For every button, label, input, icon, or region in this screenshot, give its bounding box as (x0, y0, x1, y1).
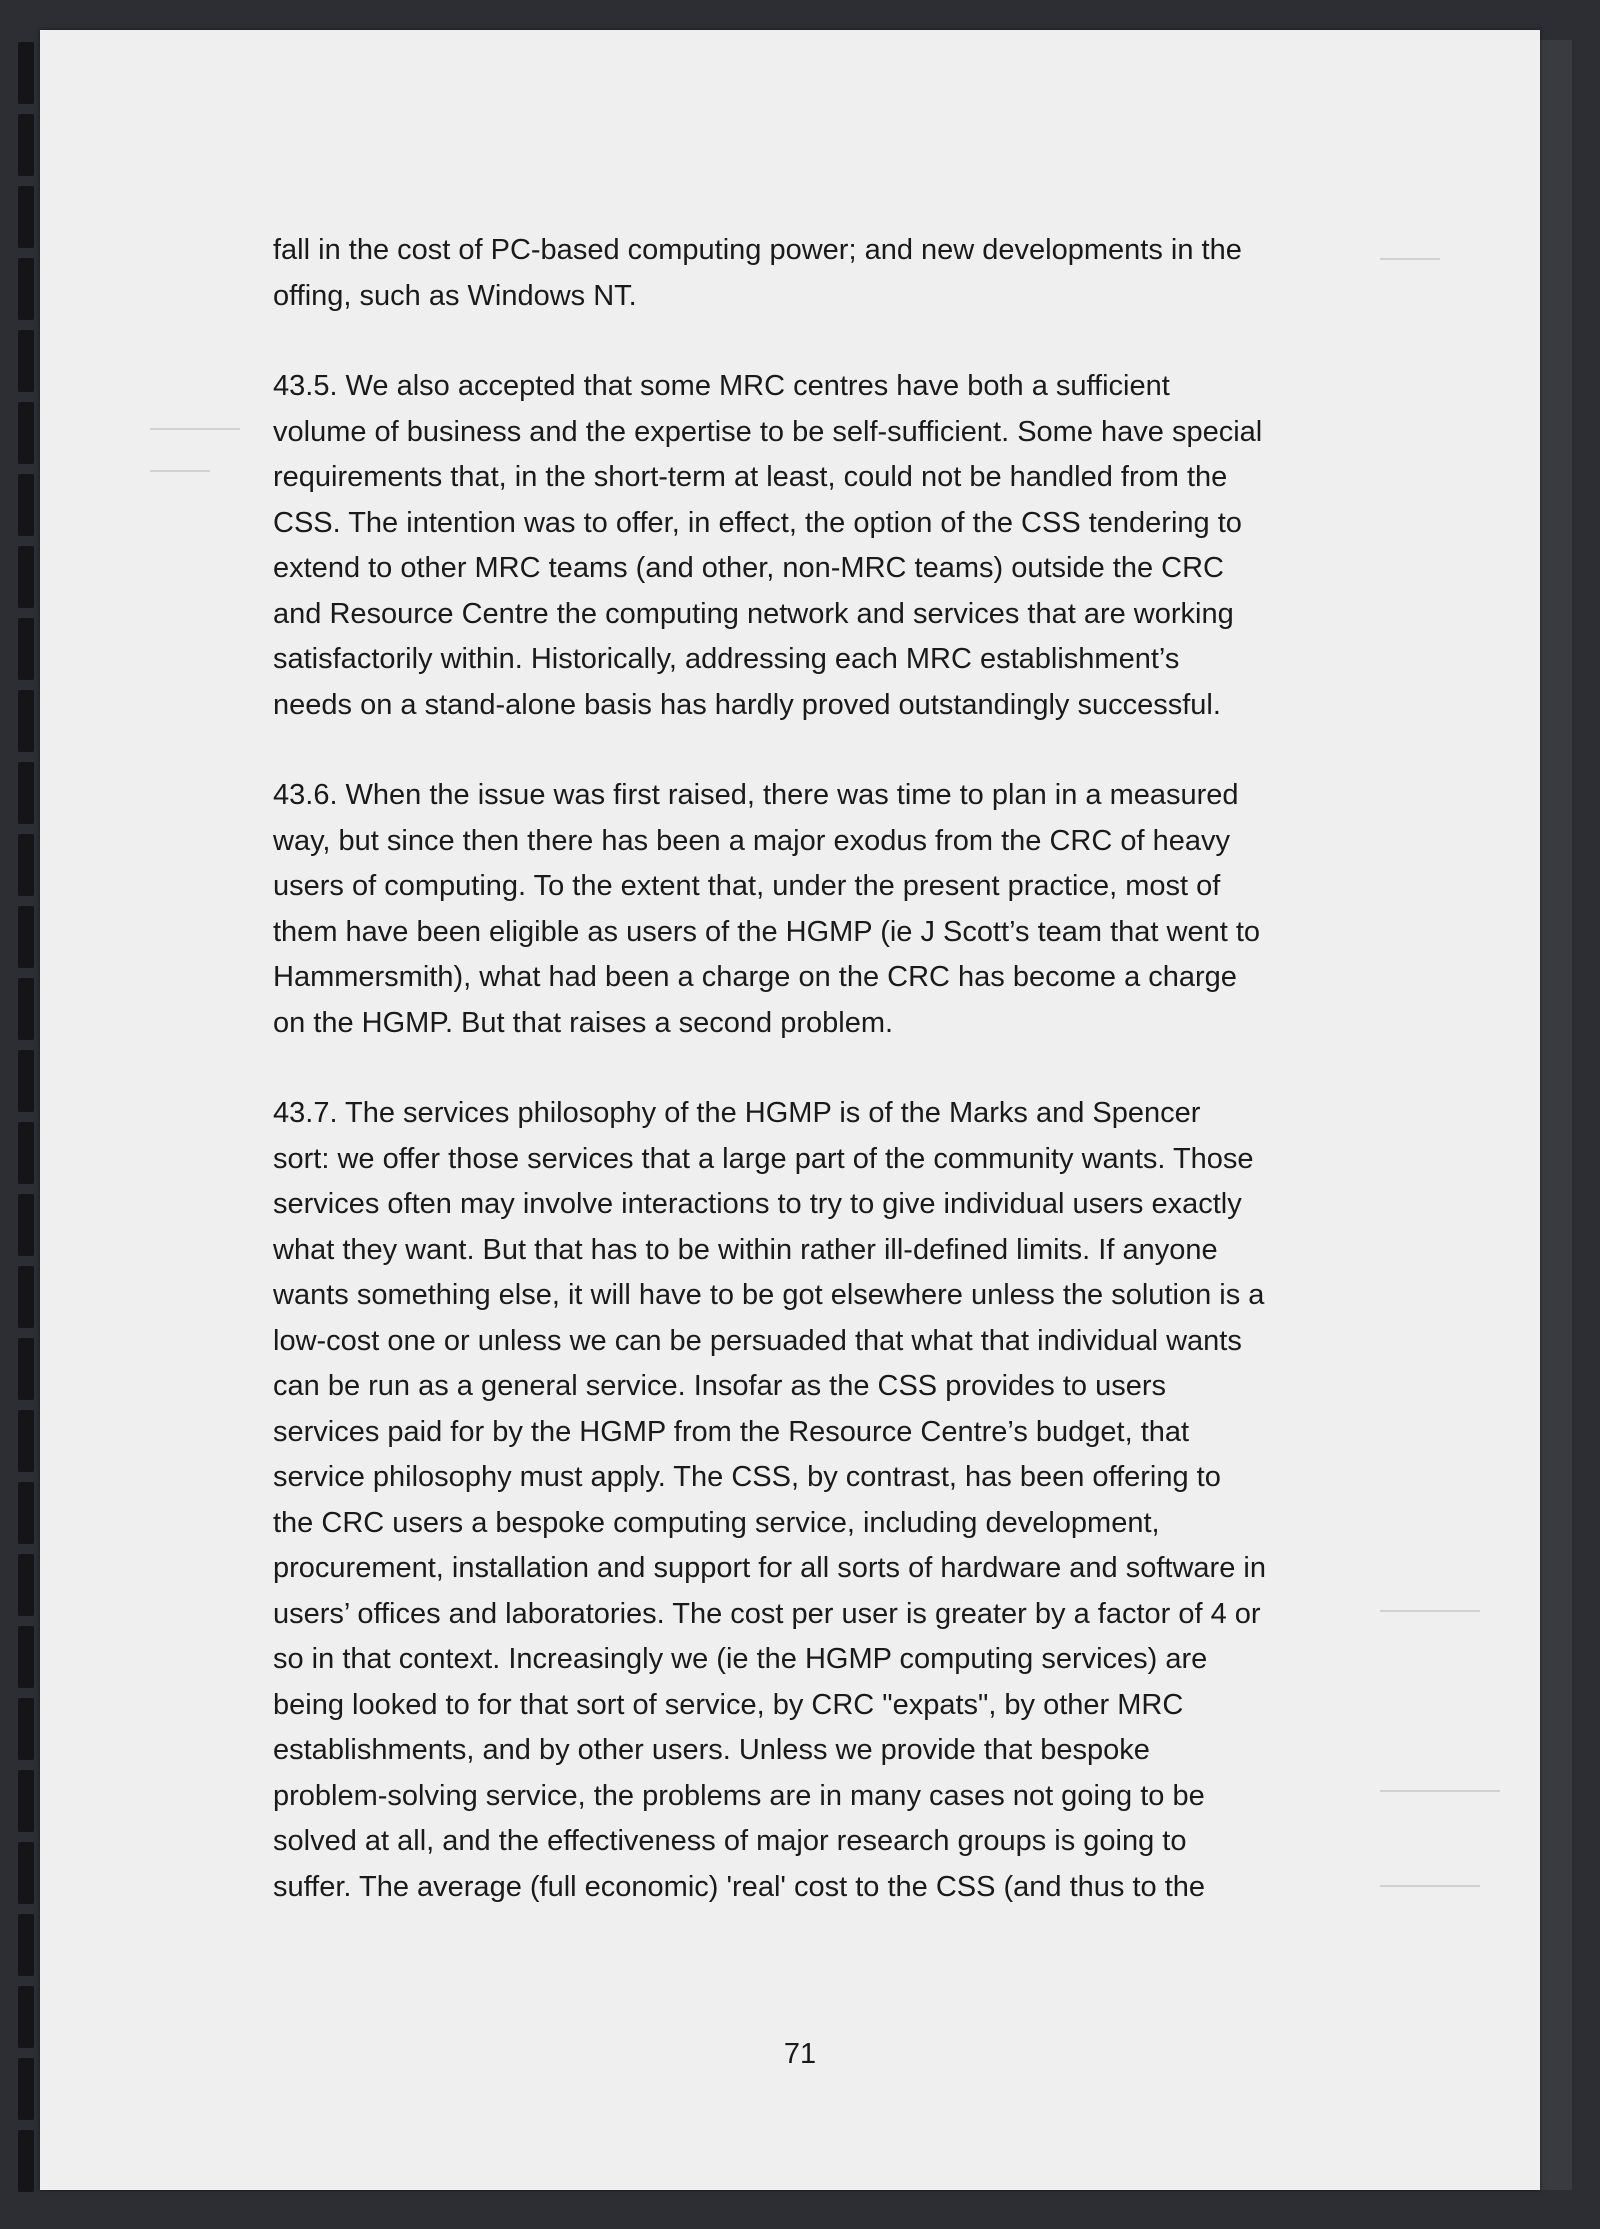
binding-holes (14, 30, 54, 2190)
binding-hole (18, 618, 34, 680)
binding-hole (18, 402, 34, 464)
binding-hole (18, 1050, 34, 1112)
binding-hole (18, 1338, 34, 1400)
binding-hole (18, 1410, 34, 1472)
binding-hole (18, 1194, 34, 1256)
paragraph-continuation: fall in the cost of PC-based computing power; and new developments in the offing, such as Windows NT. (273, 234, 1242, 312)
binding-hole (18, 1770, 34, 1832)
paragraph-43-5: 43.5. We also accepted that some MRC centres have both a sufficient volume of business and the expertise to be self-sufficient. Some have special requirements that, in the short-term at least, could not be handled from the CSS. The intention was to offer, in effect, the option of the CSS tendering to extend to other MRC teams (and other, non-MRC teams) outside the CRC and Resource Centre the computing network and services that are working satisfactorily within. Historically, addressing each MRC establishment’s needs on a stand-alone basis has hardly proved outstandingly successful. (273, 370, 1263, 721)
binding-hole (18, 1698, 34, 1760)
binding-hole (18, 1266, 34, 1328)
binding-hole (18, 546, 34, 608)
binding-hole (18, 906, 34, 968)
bleed-through-mark (1380, 1790, 1500, 1792)
paragraph-43-7: 43.7. The services philosophy of the HGMP is of the Marks and Spencer sort: we offer those services that a large part of the community wants. Those services often may involve interactions to try to give individual users exactly what they want. But that has to be within rather ill-defined limits. If anyone wants something else, it will have to be got elsewhere unless the solution is a low-cost one or unless we can be persuaded that what that individual wants can be run as a general service. Insofar as the CSS provides to users services paid for by the HGMP from the Resource Centre’s budget, that service philosophy must apply. The CSS, by contrast, has been offering to the CRC users a bespoke computing service, including development, procurement, installation and support for all sorts of hardware and software in users’ offices and laboratories. The cost per user is greater by a factor of 4 or so in that context. Increasingly we (ie the HGMP computing services) are being looked to for that sort of service, by CRC "expats", by other MRC establishments, and by other users. Unless we provide that bespoke problem-solving service, the problems are in many cases not going to be solved at all, and the effectiveness of major research groups is going to suffer. The average (full economic) 'real' cost to the CSS (and thus to the (273, 1097, 1266, 1903)
body-text (273, 228, 1353, 1955)
paragraph-43-6: 43.6. When the issue was first raised, there was time to plan in a measured way, but since then there has been a major exodus from the CRC of heavy users of computing. To the extent that, under the present practice, most of them have been eligible as users of the HGMP (ie J Scott’s team that went to Hammersmith), what had been a charge on the CRC has become a charge on the HGMP. But that raises a second problem. (273, 779, 1261, 1039)
binding-hole (18, 186, 34, 248)
binding-hole (18, 1842, 34, 1904)
binding-hole (18, 330, 34, 392)
binding-hole (18, 762, 34, 824)
binding-hole (18, 114, 34, 176)
bleed-through-mark (1380, 1610, 1480, 1612)
bleed-through-mark (150, 470, 210, 472)
binding-hole (18, 1626, 34, 1688)
binding-hole (18, 474, 34, 536)
binding-hole (18, 258, 34, 320)
bleed-through-mark (1380, 1885, 1480, 1887)
bleed-through-mark (150, 428, 240, 430)
binding-hole (18, 1482, 34, 1544)
page-number: 71 (783, 2038, 817, 2070)
binding-hole (18, 1554, 34, 1616)
binding-hole (18, 1914, 34, 1976)
bleed-through-mark (1380, 258, 1440, 260)
binding-hole (18, 978, 34, 1040)
binding-hole (18, 1122, 34, 1184)
binding-hole (18, 834, 34, 896)
binding-hole (18, 42, 34, 104)
binding-hole (18, 690, 34, 752)
binding-hole (18, 2130, 34, 2192)
